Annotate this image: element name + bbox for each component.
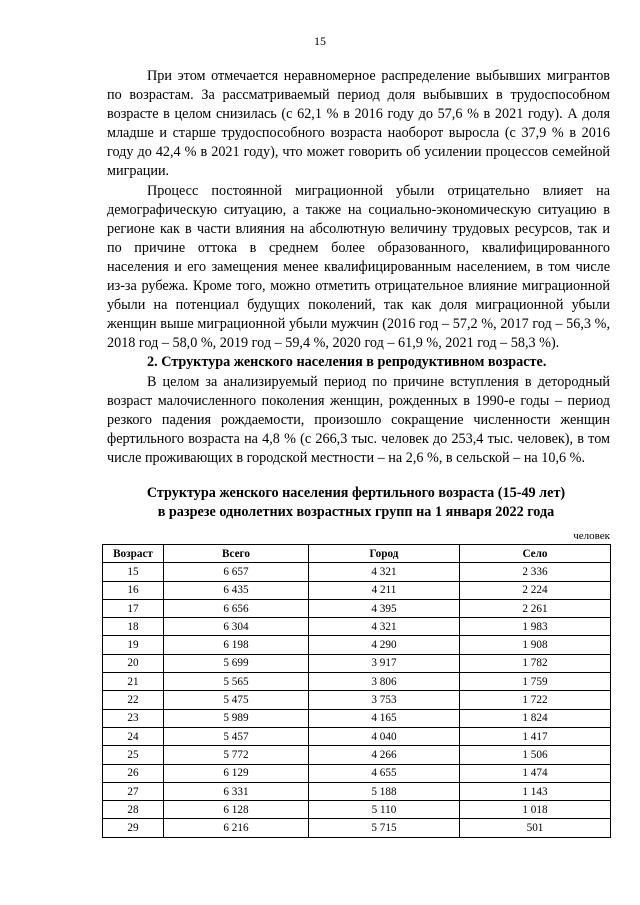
- table-row: [103, 599, 611, 617]
- cell-urban: 3 917: [309, 654, 460, 672]
- cell-urban: 4 165: [309, 709, 460, 727]
- cell-rural: 2 336: [460, 563, 611, 581]
- table-row: [103, 581, 611, 599]
- table-row: [103, 636, 611, 654]
- cell-urban: 5 110: [309, 801, 460, 819]
- cell-age: 23: [103, 709, 164, 727]
- cell-rural: 1 722: [460, 691, 611, 709]
- cell-age: 21: [103, 673, 164, 691]
- cell-rural: 1 759: [460, 673, 611, 691]
- cell-urban: 5 715: [309, 819, 460, 837]
- cell-age: 15: [103, 563, 164, 581]
- body-text: [107, 67, 610, 468]
- cell-age: 17: [103, 599, 164, 617]
- section-heading: 2. Структура женского населения в репродуктивном возрасте.: [147, 354, 547, 371]
- cell-age: 28: [103, 801, 164, 819]
- cell-total: 6 304: [164, 618, 309, 636]
- page-number: 15: [314, 34, 326, 48]
- cell-age: 18: [103, 618, 164, 636]
- cell-urban: 4 395: [309, 599, 460, 617]
- table-row: [103, 563, 611, 581]
- cell-total: 5 475: [164, 691, 309, 709]
- cell-urban: 4 266: [309, 746, 460, 764]
- cell-age: 22: [103, 691, 164, 709]
- cell-rural: 2 261: [460, 599, 611, 617]
- table-title: [100, 484, 612, 522]
- cell-rural: 1 824: [460, 709, 611, 727]
- cell-rural: 1 018: [460, 801, 611, 819]
- table-row: [103, 618, 611, 636]
- table-row: [103, 819, 611, 837]
- table-row: [103, 691, 611, 709]
- cell-rural: 1 417: [460, 727, 611, 745]
- table-row: [103, 764, 611, 782]
- cell-urban: 3 753: [309, 691, 460, 709]
- cell-total: 6 198: [164, 636, 309, 654]
- cell-rural: 1 782: [460, 654, 611, 672]
- paragraph-migration-impact: Процесс постоянной миграционной убыли отрицательно влияет на демографическую ситуацию, а также на социально-экономическую ситуацию в регионе как в части влияния на абсолютную величину трудовых ресурсов, так и по причине оттока в среднем более образованного, квалифицированного населения и его замещения менее квалифицированным населением, в том числе из-за рубежа. Кроме того, можно отметить отрицательное влияние миграционной убыли на потенциал будущих поколений, так как доля миграционной убыли женщин выше миграционной убыли мужчин (2016 год – 57,2 %, 2017 год – 56,3 %, 2018 год – 58,0 %, 2019 год – 59,4 %, 2020 год – 61,9 %, 2021 год – 58,3 %).: [107, 182, 610, 352]
- cell-total: 6 128: [164, 801, 309, 819]
- cell-urban: 3 806: [309, 673, 460, 691]
- table-row: [103, 746, 611, 764]
- cell-total: 6 129: [164, 764, 309, 782]
- table-row: [103, 673, 611, 691]
- cell-total: 5 565: [164, 673, 309, 691]
- table-row: [103, 801, 611, 819]
- cell-total: 5 772: [164, 746, 309, 764]
- cell-total: 5 699: [164, 654, 309, 672]
- cell-total: 6 216: [164, 819, 309, 837]
- cell-age: 29: [103, 819, 164, 837]
- cell-urban: 4 040: [309, 727, 460, 745]
- cell-age: 25: [103, 746, 164, 764]
- paragraph-fertile-women: В целом за анализируемый период по причине вступления в детородный возраст малочисленного поколения женщин, рожденных в 1990-е годы – период резкого падения рождаемости, произошло сокращение численности женщин фертильного возраста на 4,8 % (с 266,3 тыс. человек до 253,4 тыс. человек), в том числе проживающих в городской местности – на 2,6 %, в сельской – на 10,6 %.: [107, 373, 610, 466]
- cell-total: 6 656: [164, 599, 309, 617]
- cell-rural: 1 506: [460, 746, 611, 764]
- table-unit: человек: [573, 530, 610, 542]
- cell-total: 6 657: [164, 563, 309, 581]
- paragraph-age-distribution: При этом отмечается неравномерное распределение выбывших мигрантов по возрастам. За рассматриваемый период доля выбывших в трудоспособном возрасте в целом снизилась (с 62,1 % в 2016 году до 57,6 % в 2021 году). А доля младше и старше трудоспособного возраста наоборот выросла (с 37,9 % в 2016 году до 42,4 % в 2021 году), что может говорить об усилении процессов семейной миграции.: [107, 68, 610, 180]
- cell-rural: 501: [460, 819, 611, 837]
- table-title-line-1: Структура женского населения фертильного возраста (15-49 лет): [146, 485, 566, 501]
- header-rural: Село: [460, 545, 611, 563]
- cell-total: 6 331: [164, 782, 309, 800]
- cell-rural: 1 474: [460, 764, 611, 782]
- cell-total: 6 435: [164, 581, 309, 599]
- cell-urban: 4 655: [309, 764, 460, 782]
- cell-urban: 5 188: [309, 782, 460, 800]
- table-title-line-2: в разрезе однолетних возрастных групп на 1 января 2022 года: [157, 504, 555, 520]
- table-row: [103, 654, 611, 672]
- header-urban: Город: [309, 545, 460, 563]
- header-age: Возраст: [103, 545, 164, 563]
- table-row: [103, 709, 611, 727]
- header-total: Всего: [164, 545, 309, 563]
- cell-age: 20: [103, 654, 164, 672]
- cell-total: 5 989: [164, 709, 309, 727]
- cell-age: 16: [103, 581, 164, 599]
- cell-age: 24: [103, 727, 164, 745]
- cell-total: 5 457: [164, 727, 309, 745]
- cell-rural: 1 983: [460, 618, 611, 636]
- cell-rural: 1 908: [460, 636, 611, 654]
- cell-urban: 4 290: [309, 636, 460, 654]
- cell-age: 27: [103, 782, 164, 800]
- table-header-row: [103, 545, 611, 563]
- cell-urban: 4 321: [309, 563, 460, 581]
- cell-age: 19: [103, 636, 164, 654]
- cell-rural: 2 224: [460, 581, 611, 599]
- age-structure-table: [102, 544, 611, 838]
- cell-age: 26: [103, 764, 164, 782]
- table-row: [103, 782, 611, 800]
- table-row: [103, 727, 611, 745]
- cell-urban: 4 211: [309, 581, 460, 599]
- cell-rural: 1 143: [460, 782, 611, 800]
- cell-urban: 4 321: [309, 618, 460, 636]
